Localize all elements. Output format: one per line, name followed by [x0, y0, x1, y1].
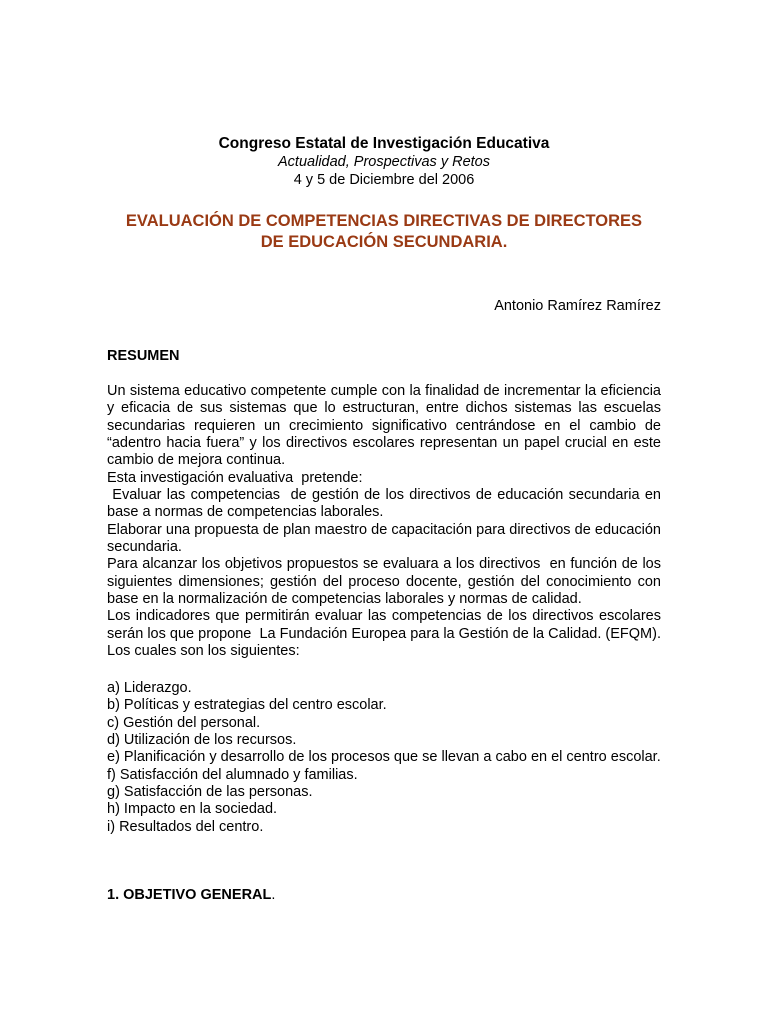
list-item: c) Gestión del personal.	[107, 714, 261, 731]
resumen-heading: RESUMEN	[107, 348, 180, 364]
list-item: h) Impacto en la sociedad.	[107, 801, 278, 818]
list-item: b) Políticas y estrategias del centro escolar.	[107, 697, 387, 714]
list-item: f) Satisfacción del alumnado y familias.	[107, 766, 358, 783]
list-item: g) Satisfacción de las personas.	[107, 784, 313, 801]
resumen-paragraph-purpose: Esta investigación evaluativa pretende:	[107, 469, 363, 486]
author-name: Antonio Ramírez Ramírez	[494, 298, 661, 314]
paper-title-line-1: EVALUACIÓN DE COMPETENCIAS DIRECTIVAS DE DIRECTORES	[125, 212, 643, 230]
conference-title: Congreso Estatal de Investigación Educativa	[218, 135, 550, 152]
section-heading-period: .	[271, 887, 276, 903]
efqm-criteria-list	[107, 680, 661, 836]
list-item: a) Liderazgo.	[107, 680, 192, 696]
resumen-body	[107, 383, 666, 661]
resumen-paragraph-indicators: Los indicadores que permitirán evaluar las competencias de los directivos escolares serán los que propone La Fundación Europea para la Gestión de la Calidad. (EFQM). Los cuales son los siguientes:	[107, 608, 666, 660]
conference-subtitle: Actualidad, Prospectivas y Retos	[278, 154, 490, 170]
resumen-paragraph-intro: Un sistema educativo competente cumple con la finalidad de incrementar la eficiencia y eficacia de sus sistemas que lo estructuran, entre dichos sistemas las escuelas secundarias requieren un crecimiento significativo centrándose en el cambio de “adentro hacia fuera” y los directivos escolares representan un papel crucial en este cambio de mejora continua.	[107, 383, 661, 469]
list-item: i) Resultados del centro.	[107, 818, 264, 835]
list-item: e) Planificación y desarrollo de los procesos que se llevan a cabo en el centro escolar.	[107, 749, 661, 766]
paper-title	[0, 211, 768, 253]
list-item: d) Utilización de los recursos.	[107, 732, 297, 749]
conference-date: 4 y 5 de Diciembre del 2006	[293, 172, 475, 188]
section-heading-text: 1. OBJETIVO GENERAL	[107, 887, 272, 903]
resumen-paragraph-plan: Elaborar una propuesta de plan maestro de capacitación para directivos de educación secundaria.	[107, 521, 661, 556]
resumen-paragraph-evaluate: Evaluar las competencias de gestión de los directivos de educación secundaria en base a normas de competencias laborales.	[107, 487, 666, 521]
paper-title-line-2: DE EDUCACIÓN SECUNDARIA.	[260, 233, 508, 251]
resumen-paragraph-dimensions: Para alcanzar los objetivos propuestos se evaluara a los directivos en función de los siguientes dimensiones; gestión del proceso docente, gestión del conocimiento con base en la normalización de competencias laborales y normas de calidad.	[107, 556, 666, 608]
section-heading-objetivo-general	[107, 887, 275, 904]
